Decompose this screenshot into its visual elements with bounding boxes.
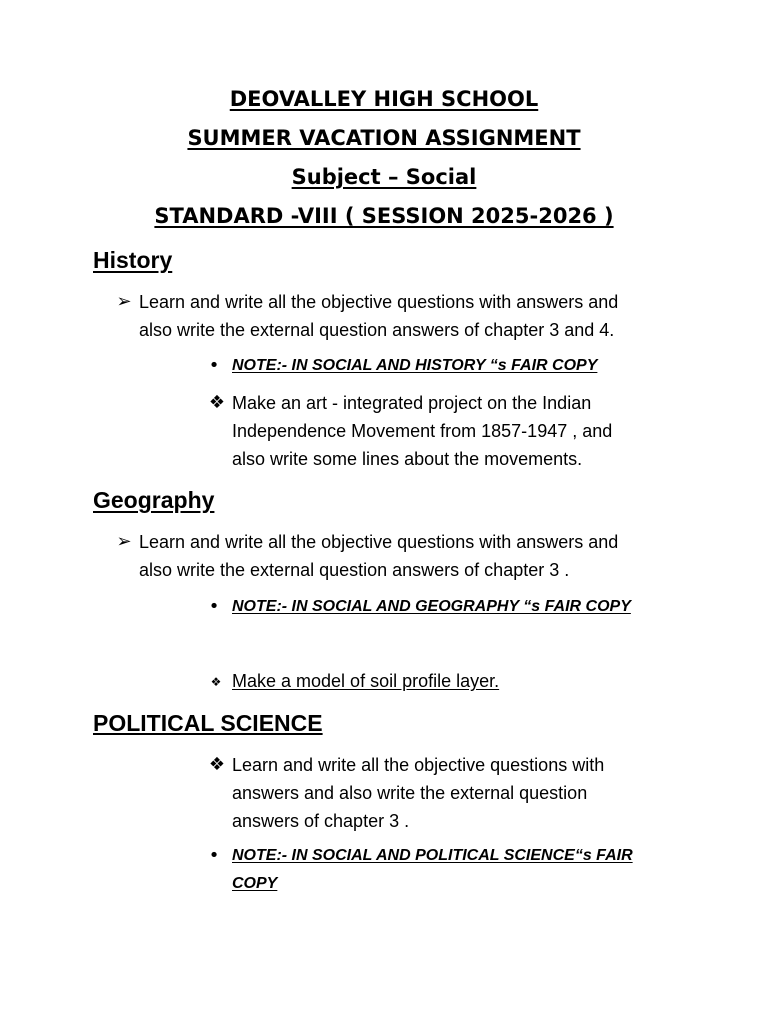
diamond-bullet-icon: ❖ — [208, 754, 226, 775]
dot-bullet-icon: • — [208, 845, 220, 866]
history-note-text: NOTE:- IN SOCIAL AND HISTORY “s FAIR COPY — [232, 357, 598, 374]
history-project — [208, 389, 613, 473]
geography-project — [210, 667, 500, 695]
arrow-bullet-icon: ➢ — [116, 291, 132, 312]
political-science-task-line3: answers of chapter 3 . — [232, 811, 410, 831]
standard-title: STANDARD -VIII ( SESSION 2025-2026 ) — [154, 204, 614, 228]
dot-bullet-icon: • — [208, 596, 220, 617]
geography-note-text: NOTE:- IN SOCIAL AND GEOGRAPHY “s FAIR COPY — [232, 598, 631, 615]
history-project-line1: Make an art - integrated project on the Indian — [232, 393, 592, 413]
political-science-note — [208, 842, 633, 898]
political-science-note-line2: COPY — [232, 875, 278, 892]
history-note — [208, 352, 598, 380]
political-science-heading-text: POLITICAL SCIENCE — [93, 710, 323, 736]
diamond-bullet-icon: ❖ — [210, 675, 222, 689]
diamond-bullet-icon: ❖ — [208, 392, 226, 413]
geography-note — [208, 593, 631, 621]
history-project-line3: also write some lines about the movements. — [232, 449, 583, 469]
geography-project-text: Make a model of soil profile layer. — [232, 671, 500, 691]
subject-title: Subject – Social — [291, 165, 477, 189]
dot-bullet-icon: • — [208, 355, 220, 376]
history-task-line2: also write the external question answers of chapter 3 and 4. — [139, 320, 615, 340]
geography-task — [116, 528, 619, 584]
political-science-note-line1: NOTE:- IN SOCIAL AND POLITICAL SCIENCE“s FAIR — [232, 847, 633, 864]
school-name: DEOVALLEY HIGH SCHOOL — [229, 87, 539, 111]
history-heading: History — [93, 247, 173, 273]
geography-heading: Geography — [93, 487, 215, 513]
arrow-bullet-icon: ➢ — [116, 531, 132, 552]
political-science-heading — [93, 709, 323, 737]
assignment-title: SUMMER VACATION ASSIGNMENT — [187, 126, 581, 150]
history-task — [116, 288, 619, 344]
political-science-task-line1: Learn and write all the objective questions with — [232, 755, 605, 775]
political-science-task-line2: answers and also write the external question — [232, 783, 588, 803]
history-task-line1: Learn and write all the objective questions with answers and — [139, 292, 619, 312]
history-project-line2: Independence Movement from 1857-1947 , and — [232, 421, 613, 441]
geography-task-line1: Learn and write all the objective questions with answers and — [139, 532, 619, 552]
political-science-task — [208, 751, 605, 835]
geography-task-line2: also write the external question answers of chapter 3 . — [139, 560, 570, 580]
